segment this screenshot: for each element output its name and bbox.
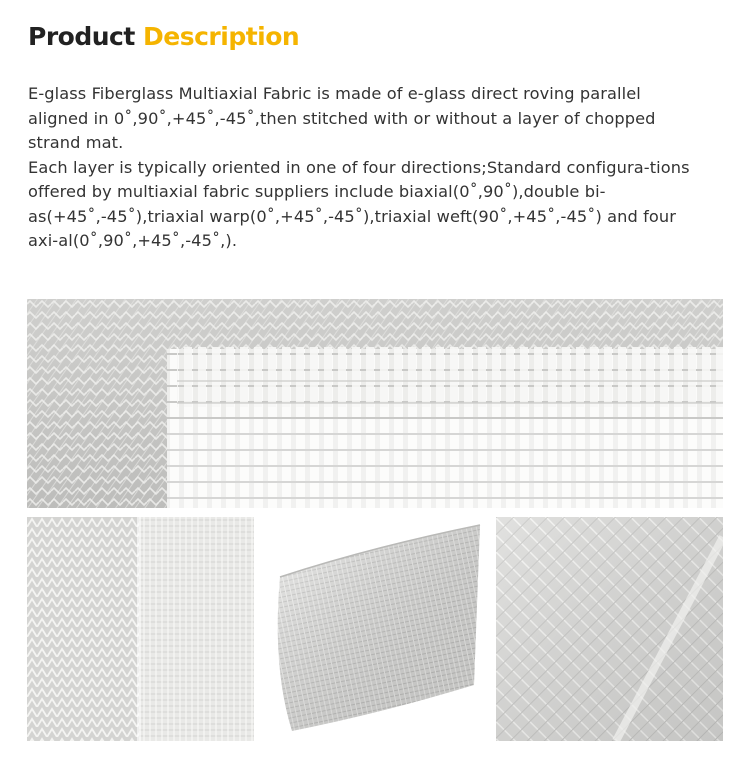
description-paragraph-2: Each layer is typically oriented in one of four directions;Standard configura-tions offered by multiaxial fabric suppliers include biaxial(0˚,90˚),double bi-as(+45˚,-45˚),triaxial warp(0˚,+45˚,-45˚),triaxial weft(90˚,+45˚,-45˚) and four axi-al(0˚,90˚,+45˚,-45˚,).	[28, 157, 690, 250]
multiaxial-fabric-fringe-photo	[27, 299, 723, 508]
fabric-sheet-photo	[262, 517, 489, 741]
description-paragraph-1: E-glass Fiberglass Multiaxial Fabric is made of e-glass direct roving parallel aligned in 0˚,90˚,+45˚,-45˚,then stitched with or without a layer of chopped strand mat.	[28, 84, 656, 152]
fabric-closeup-photo	[496, 517, 723, 741]
fabric-swatch-comparison-photo	[27, 517, 254, 741]
heading-word-description: Description	[143, 22, 300, 51]
section-heading	[28, 22, 299, 51]
product-description	[28, 82, 698, 254]
heading-word-product: Product	[28, 22, 135, 51]
